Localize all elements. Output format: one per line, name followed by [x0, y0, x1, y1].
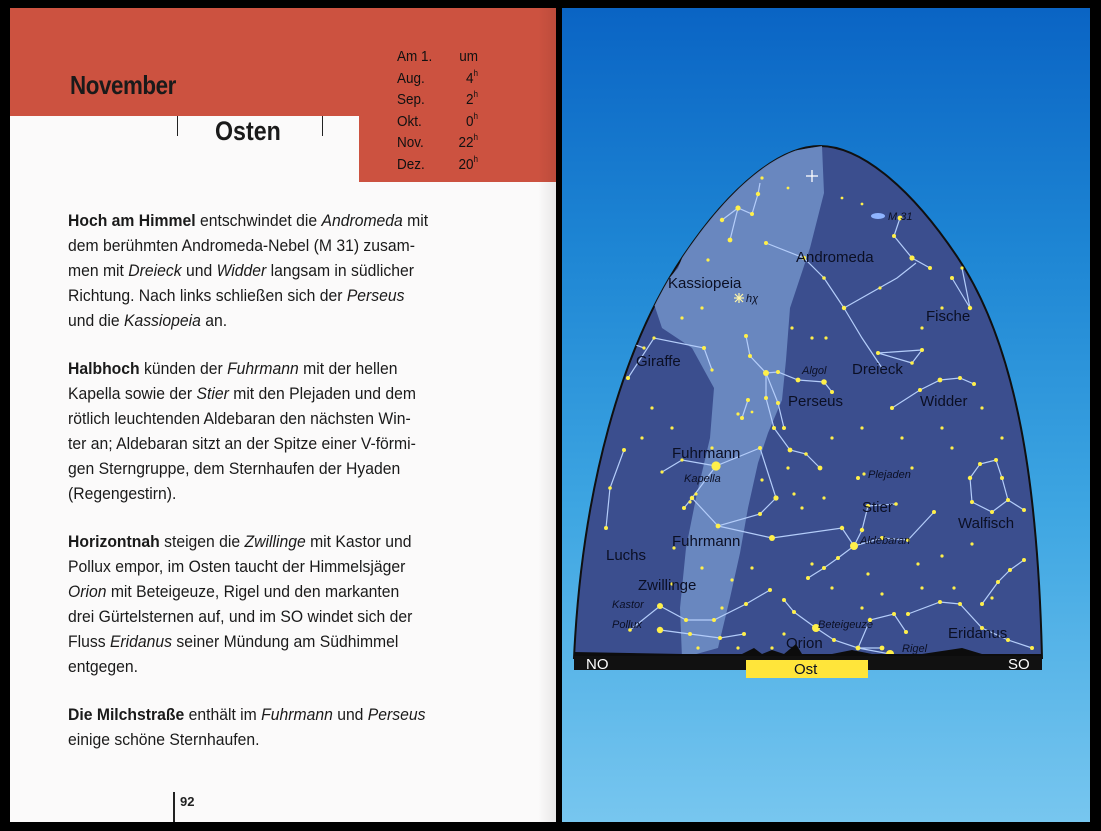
paragraph-text: langsam in südlicher [266, 261, 414, 280]
constellation-name: Stier [196, 384, 229, 403]
star [880, 646, 885, 651]
label-beteigeuze: Beteigeuze [818, 619, 874, 631]
paragraph-text: mit Beteigeuze, Rigel und den markanten [106, 582, 400, 601]
star [642, 346, 645, 349]
paragraph-text: men mit [68, 261, 129, 280]
time-table-hour-value: 0 [465, 112, 474, 130]
star [796, 378, 801, 383]
star [744, 602, 748, 606]
star [866, 572, 869, 575]
time-table-row [397, 134, 478, 156]
label-plejaden: Plejaden [868, 469, 911, 481]
star [1022, 558, 1026, 562]
body-paragraph [68, 208, 549, 333]
star [841, 197, 844, 200]
star [822, 276, 826, 280]
label-fuhrmann-lower: Fuhrmann [672, 533, 741, 550]
label-kapella: Kapella [684, 473, 721, 485]
horizon-label-no: NO [586, 656, 609, 673]
star-cluster-icon [734, 293, 744, 303]
star [890, 406, 894, 410]
time-table-row [397, 153, 478, 178]
star [711, 461, 720, 470]
star [862, 472, 865, 475]
star [700, 566, 703, 569]
page-gutter-shadow [538, 8, 556, 822]
label-giraffe: Giraffe [636, 353, 681, 370]
star [750, 212, 754, 216]
paragraph-text: enthält im [184, 705, 262, 724]
label-aldebaran: Aldebaran [860, 535, 911, 547]
star [760, 176, 763, 179]
star [772, 426, 776, 430]
label-walfisch: Walfisch [958, 515, 1015, 532]
label-perseus: Perseus [788, 393, 844, 410]
star [940, 426, 943, 429]
star [970, 500, 974, 504]
star [736, 412, 739, 415]
star [769, 535, 775, 541]
label-dreieck: Dreieck [852, 361, 903, 378]
label-luchs: Luchs [606, 547, 647, 564]
paragraph-text: drei Gürtelsternen auf, und im SO windet sich der [68, 607, 413, 626]
paragraph-text: einige schöne Sternhaufen. [68, 730, 260, 749]
star [682, 506, 686, 510]
time-table-month: Dez. [397, 155, 425, 173]
star [920, 348, 924, 352]
body-paragraph [68, 529, 549, 679]
star [694, 492, 697, 495]
star [787, 187, 790, 190]
label-m31: M 31 [888, 211, 913, 223]
star [1000, 436, 1003, 439]
constellation-name: Widder [216, 261, 267, 280]
star [718, 636, 722, 640]
paragraph-text: und [332, 705, 368, 724]
star [744, 334, 748, 338]
paragraph-text: ter an; Aldebaran sitzt an der Spitze einer V-förmi- [68, 434, 416, 453]
label-fuhrmann-upper: Fuhrmann [672, 445, 741, 462]
star [916, 562, 919, 565]
time-table-header-month: Am 1. [397, 48, 433, 65]
time-table-month: Sep. [397, 91, 425, 109]
star [860, 426, 863, 429]
label-andromeda: Andromeda [796, 249, 874, 266]
star [750, 566, 753, 569]
paragraph-text: mit den Plejaden und dem [228, 384, 416, 403]
time-table-hour-unit: h [473, 67, 478, 78]
star [735, 205, 740, 210]
star [684, 618, 688, 622]
star [822, 566, 826, 570]
star [730, 578, 733, 581]
paragraph-text: gen Sterngruppe, dem Sternhaufen der Hyaden [68, 459, 401, 478]
constellation-name: Perseus [346, 286, 405, 305]
horizon-label-ost: Ost [794, 661, 818, 678]
star [950, 446, 953, 449]
star [958, 376, 962, 380]
time-table-header-time: um [459, 48, 478, 65]
star [770, 646, 773, 649]
direction-title: Osten [215, 116, 281, 146]
right-page [562, 8, 1090, 822]
time-table-row [397, 91, 478, 113]
star [728, 238, 733, 243]
label-pollux: Pollux [612, 619, 642, 631]
label-kassiopeia: Kassiopeia [668, 275, 742, 292]
star [700, 306, 703, 309]
time-table-hour-unit: h [473, 110, 478, 121]
star [696, 646, 699, 649]
star [952, 586, 955, 589]
star [832, 638, 836, 642]
star [650, 406, 653, 409]
paragraph-text: dem berühmten Andromeda-Nebel (M 31) zusam- [68, 236, 415, 255]
paragraph-lead: Halbhoch [68, 359, 140, 378]
star [782, 426, 786, 430]
label-algol: Algol [802, 365, 827, 377]
time-table-hour-unit: h [473, 153, 478, 164]
star [758, 512, 762, 516]
star [736, 646, 739, 649]
star [657, 603, 663, 609]
star [764, 241, 768, 245]
star [918, 388, 922, 392]
paragraph-text: Kapella sowie der [68, 384, 197, 403]
star [792, 492, 795, 495]
constellation-name: Perseus [367, 705, 426, 724]
label-eridanus: Eridanus [948, 625, 1008, 642]
constellation-name: Fuhrmann [227, 359, 299, 378]
star [706, 258, 709, 261]
star [909, 255, 914, 260]
label-stier: Stier [862, 499, 893, 516]
star [1000, 476, 1004, 480]
star [994, 458, 998, 462]
star [742, 632, 746, 636]
star [860, 606, 863, 609]
paragraph-text: rötlich leuchtenden Aldebaran den nächsten Win- [68, 409, 411, 428]
star [980, 602, 984, 606]
star [758, 446, 762, 450]
star [763, 370, 769, 376]
header-band-cutout [10, 116, 359, 186]
star [836, 556, 840, 560]
star [804, 452, 808, 456]
star [810, 336, 813, 339]
star [878, 286, 881, 289]
horizon-label-so: SO [1008, 656, 1030, 673]
paragraph-text: Pollux empor, im Osten taucht der Himmelsjäger [68, 557, 406, 576]
star [746, 398, 750, 402]
body-paragraph [68, 356, 549, 506]
time-table-row [397, 67, 478, 92]
time-table-hour [451, 67, 478, 87]
time-table-hour [451, 110, 478, 130]
paragraph-text: Richtung. Nach links schließen sich der [68, 286, 347, 305]
time-table-hour-value: 20 [458, 155, 474, 173]
paragraph-text: mit [402, 211, 429, 230]
star [608, 486, 612, 490]
time-table-hour [451, 153, 478, 173]
title-divider-left [177, 116, 178, 136]
body-text [68, 208, 556, 775]
star [980, 406, 983, 409]
star [712, 618, 716, 622]
star [861, 203, 864, 206]
paragraph-text: mit Kastor und [305, 532, 412, 551]
star [958, 602, 962, 606]
left-page [10, 8, 556, 822]
paragraph-text: seiner Mündung am Südhimmel [172, 632, 399, 651]
label-orion: Orion [786, 635, 823, 652]
star [615, 337, 618, 340]
star [894, 502, 898, 506]
star [938, 600, 942, 604]
time-table-hour-value: 22 [458, 134, 474, 152]
star [830, 436, 833, 439]
paragraph-text: entschwindet die [195, 211, 322, 230]
time-table-header [397, 48, 478, 70]
star [773, 495, 778, 500]
observation-time-table [397, 48, 478, 178]
star [810, 562, 813, 565]
star [688, 632, 692, 636]
label-zwillinge: Zwillinge [638, 577, 697, 594]
star [652, 336, 655, 339]
page-number: 92 [180, 794, 195, 809]
constellation-name: Eridanus [109, 632, 173, 651]
star [768, 588, 772, 592]
star [604, 526, 608, 530]
paragraph-text: entgegen. [68, 657, 138, 676]
constellation-name: Dreieck [128, 261, 182, 280]
star [1030, 646, 1034, 650]
star [788, 448, 793, 453]
star [626, 376, 630, 380]
paragraph-text: und [181, 261, 217, 280]
star [970, 542, 973, 545]
paragraph-lead: Hoch am Himmel [68, 211, 196, 230]
star [806, 576, 810, 580]
title-divider-right [322, 116, 323, 136]
star [990, 510, 994, 514]
star [792, 610, 796, 614]
star [776, 370, 780, 374]
label-kastor: Kastor [612, 599, 644, 611]
star [720, 218, 724, 222]
constellation-name: Zwillinge [244, 532, 306, 551]
star [950, 276, 954, 280]
star [910, 466, 913, 469]
star [756, 192, 760, 196]
star [960, 266, 963, 269]
time-table-hour-value: 2 [465, 91, 474, 109]
star [622, 448, 626, 452]
star [657, 627, 663, 633]
paragraph-lead: Die Milchstraße [68, 705, 185, 724]
star [720, 606, 723, 609]
star [892, 234, 896, 238]
paragraph-text: (Regengestirn). [68, 484, 177, 503]
paragraph-text: künden der [139, 359, 228, 378]
star [840, 526, 844, 530]
star [690, 496, 694, 500]
star [1006, 498, 1010, 502]
star [856, 646, 861, 651]
star [716, 524, 721, 529]
star [688, 500, 691, 503]
paragraph-text: mit der hellen [298, 359, 398, 378]
star [842, 306, 846, 310]
month-title: November [70, 70, 176, 100]
star [968, 476, 972, 480]
star [1022, 508, 1026, 512]
star [800, 506, 803, 509]
star [920, 586, 923, 589]
star [996, 580, 1000, 584]
star [776, 401, 780, 405]
star [782, 598, 786, 602]
time-table-month: Aug. [397, 69, 425, 87]
paragraph-text: Fluss [68, 632, 110, 651]
m31-galaxy [871, 213, 885, 219]
time-table-hour-value: 4 [465, 69, 474, 87]
star [822, 496, 825, 499]
star [850, 542, 858, 550]
star [876, 351, 880, 355]
paragraph-text: steigen die [159, 532, 245, 551]
star [821, 379, 827, 385]
star [900, 436, 903, 439]
star [910, 361, 914, 365]
star [760, 478, 763, 481]
star [824, 336, 827, 339]
star [1008, 568, 1012, 572]
label-widder: Widder [920, 393, 968, 410]
time-table-hour-unit: h [473, 132, 478, 143]
star [748, 354, 752, 358]
time-table-hour [451, 91, 478, 108]
star [972, 382, 976, 386]
star [860, 528, 864, 532]
constellation-name: Kassiopeia [123, 311, 201, 330]
star [940, 554, 943, 557]
label-h-chi: hχ [746, 293, 759, 305]
constellation-name: Fuhrmann [261, 705, 333, 724]
star [880, 592, 883, 595]
star [786, 466, 789, 469]
star [830, 586, 833, 589]
time-table-hour [451, 134, 478, 151]
time-table-row [397, 110, 478, 135]
constellation-name: Orion [68, 582, 107, 601]
star [790, 326, 793, 329]
time-table-month: Okt. [397, 112, 422, 130]
label-fische: Fische [926, 308, 971, 325]
star [920, 326, 923, 329]
star [928, 266, 932, 270]
star [740, 416, 744, 420]
star [764, 396, 768, 400]
constellation-name: Andromeda [321, 211, 403, 230]
time-table-month: Nov. [397, 134, 424, 152]
star [751, 411, 754, 414]
star [640, 436, 643, 439]
body-paragraph [68, 702, 549, 752]
star [990, 596, 993, 599]
star [904, 630, 908, 634]
star [702, 346, 706, 350]
star [938, 378, 943, 383]
star [892, 612, 896, 616]
star [856, 476, 860, 480]
paragraph-lead: Horizontnah [68, 532, 160, 551]
time-table-hour-unit: h [473, 89, 478, 100]
page-number-rule [173, 792, 175, 822]
star [670, 426, 673, 429]
label-rigel: Rigel [902, 643, 928, 655]
star [680, 316, 683, 319]
star [660, 470, 663, 473]
star [906, 612, 910, 616]
star [710, 368, 713, 371]
sky-chart [562, 8, 1090, 822]
star [932, 510, 936, 514]
star [978, 462, 982, 466]
star [818, 466, 823, 471]
paragraph-text: und die [68, 311, 124, 330]
paragraph-text: an. [200, 311, 228, 330]
